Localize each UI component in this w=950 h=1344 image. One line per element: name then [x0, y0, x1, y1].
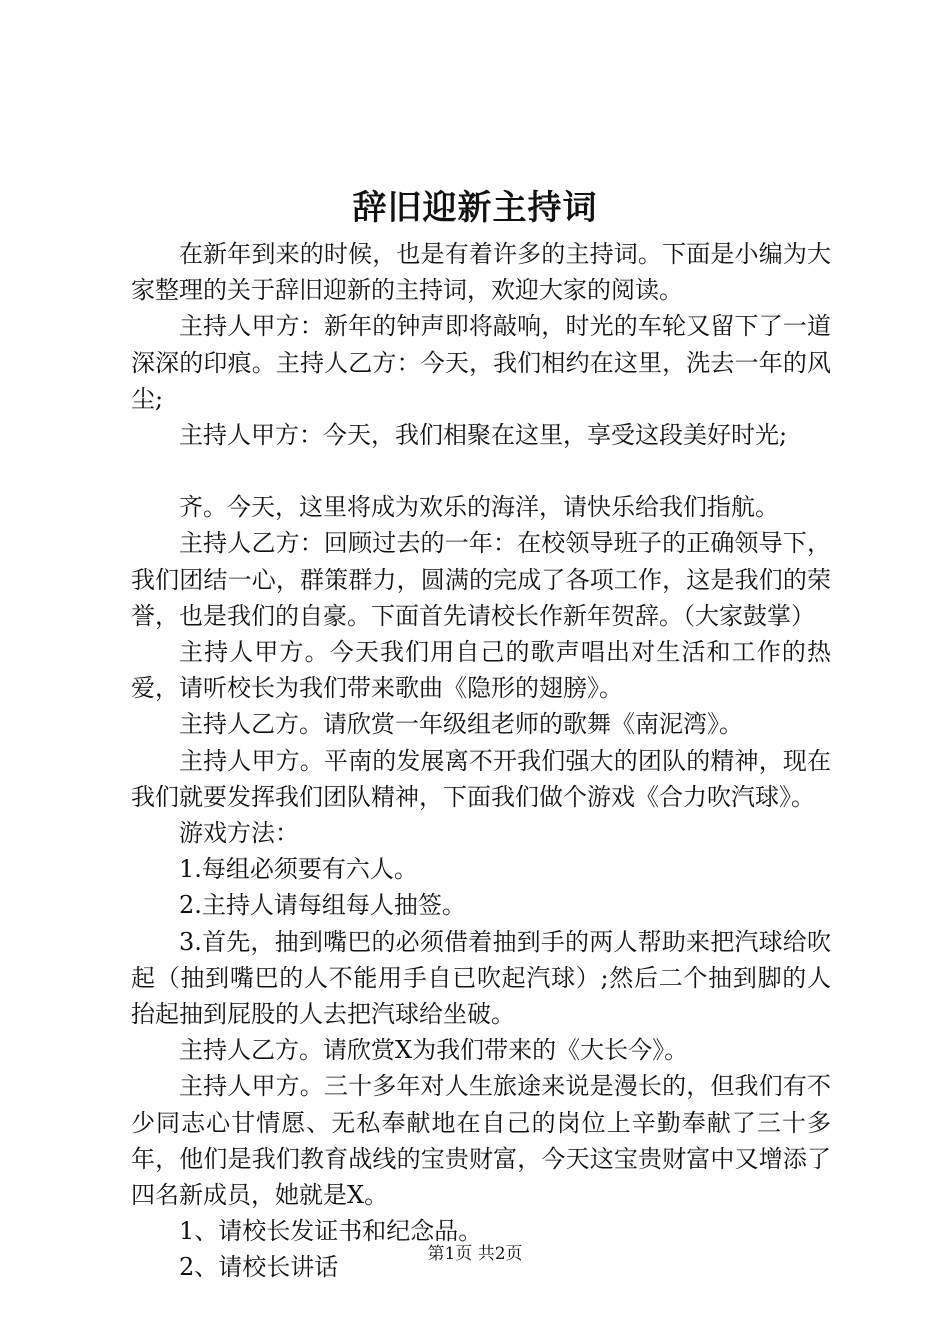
paragraph-rule-1: 1.每组必须要有六人。 — [179, 855, 418, 884]
paragraph-host-a-1: 主持人甲方：新年的钟声即将敲响，时光的车轮又留下了一道深深的印痕。主持人乙方：今天，我们相约在这里，洗去一年的风尘; — [131, 312, 831, 413]
paragraph-item-2: 2、请校长讲话 — [179, 1253, 339, 1282]
document-body — [131, 236, 831, 1286]
paragraph-together: 齐。今天，这里将成为欢乐的海洋，请快乐给我们指航。 — [179, 493, 779, 522]
paragraph-host-a-2: 主持人甲方：今天，我们相聚在这里，享受这段美好时光; — [179, 421, 788, 450]
paragraph-item-1: 1、请校长发证书和纪念品。 — [179, 1217, 483, 1246]
paragraph-host-a-4: 主持人甲方。平南的发展离不开我们强大的团队的精神，现在我们就要发挥我们团队精神，下面我们做个游戏《合力吹汽球》。 — [131, 746, 831, 811]
paragraph-host-b-1: 主持人乙方：回顾过去的一年：在校领导班子的正确领导下，我们团结一心，群策群力，圆满的完成了各项工作，这是我们的荣誉，也是我们的自豪。下面首先请校长作新年贺辞。（大家鼓掌） — [131, 529, 831, 630]
paragraph-rule-2: 2.主持人请每组每人抽签。 — [179, 891, 466, 920]
paragraph-host-b-2: 主持人乙方。请欣赏一年级组老师的歌舞《南泥湾》。 — [179, 710, 743, 739]
paragraph-intro: 在新年到来的时候，也是有着许多的主持词。下面是小编为大家整理的关于辞旧迎新的主持词，欢迎大家的阅读。 — [131, 240, 831, 305]
paragraph-game-method: 游戏方法： — [179, 819, 299, 848]
page-number-footer: 第1页 共2页 — [427, 1244, 523, 1264]
paragraph-host-a-5: 主持人甲方。三十多年对人生旅途来说是漫长的，但我们有不少同志心甘情愿、无私奉献地在自己的岗位上辛勤奉献了三十多年，他们是我们教育战线的宝贵财富，今天这宝贵财富中又增添了四名新成员，她就是X。 — [131, 1072, 831, 1210]
paragraph-host-b-3: 主持人乙方。请欣赏X为我们带来的《大长今》。 — [179, 1036, 689, 1065]
paragraph-rule-3: 3.首先，抽到嘴巴的必须借着抽到手的两人帮助来把汽球给吹起（抽到嘴巴的人不能用手自已吹起汽球）;然后二个抽到脚的人抬起抽到屁股的人去把汽球给坐破。 — [131, 927, 831, 1029]
document-title: 辞旧迎新主持词 — [352, 188, 598, 228]
paragraph-host-a-3: 主持人甲方。今天我们用自己的歌声唱出对生活和工作的热爱，请听校长为我们带来歌曲《隐形的翅膀》。 — [131, 638, 831, 703]
